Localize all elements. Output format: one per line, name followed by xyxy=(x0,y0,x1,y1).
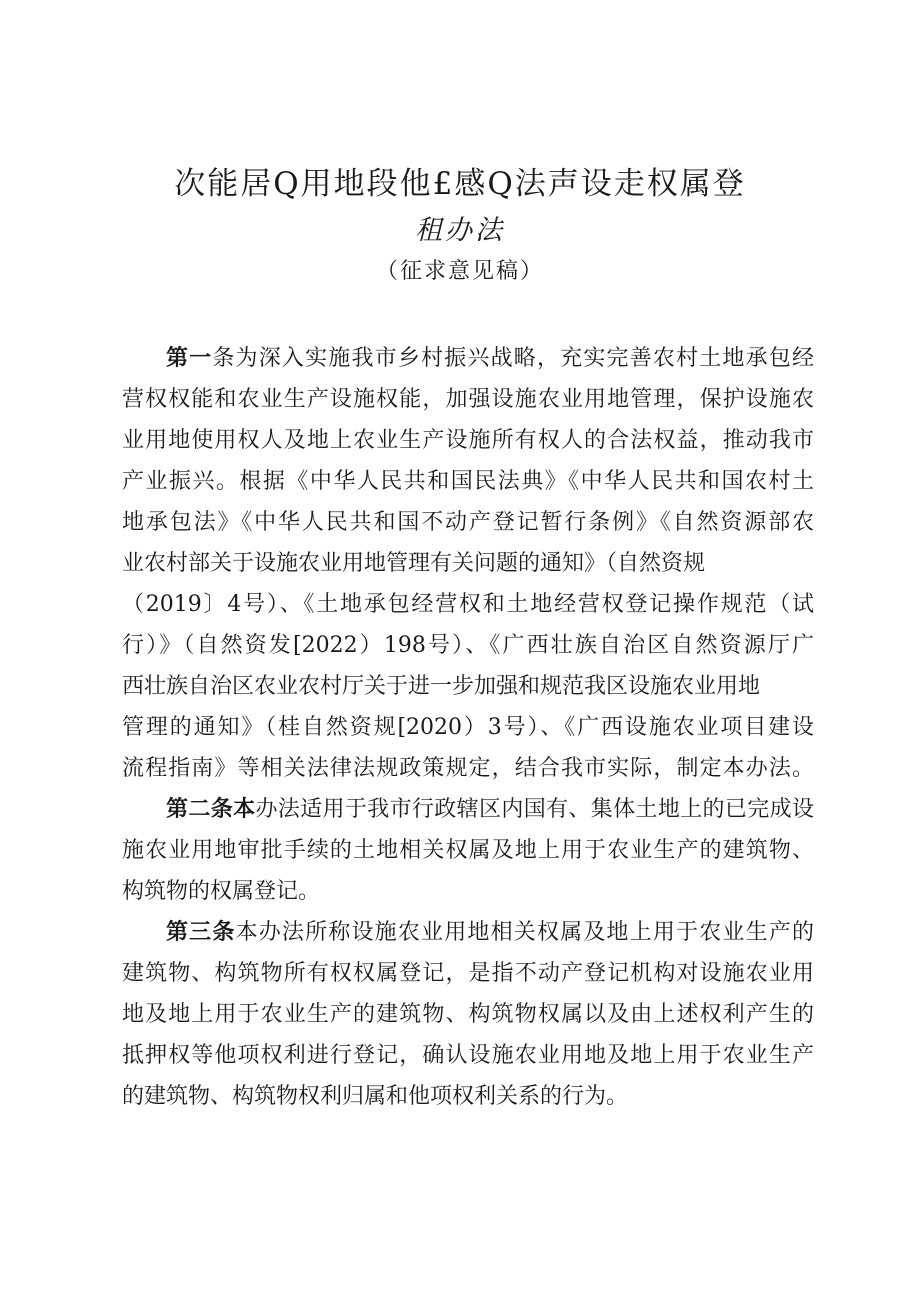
article-1-heading: 第一 xyxy=(166,346,213,371)
article-2-heading: 第二条本 xyxy=(166,797,256,822)
article-1-line: 管理的通知》（桂自然资规[2020）3号）、《广西设施农业项目建设 xyxy=(122,715,814,740)
article-3-heading: 第三条 xyxy=(166,920,236,945)
article-3-line: 建筑物、构筑物所有权权属登记，是指不动产登记机构对设施农业用 xyxy=(122,961,814,986)
article-1-line: 行）》（自然资发[2022）198号）、《广西壮族自治区自然资源厅广 xyxy=(122,633,814,658)
article-2-line: 构筑物的权属登记。 xyxy=(122,879,321,904)
article-3-line: 地及地上用于农业生产的建筑物、构筑物权属以及由上述权利产生的 xyxy=(122,1002,814,1027)
article-3-line: 的建筑物、构筑物权利归属和他项权利关系的行为。 xyxy=(122,1084,629,1109)
article-3-line: 抵押权等他项权利进行登记，确认设施农业用地及地上用于农业生产 xyxy=(122,1043,814,1068)
article-text: 本办法所称设施农业用地相关权属及地上用于农业生产的 xyxy=(235,920,814,945)
article-1-line: （2019〕4号）、《土地承包经营权和土地经营权登记操作规范（试 xyxy=(122,592,814,617)
article-2-line: 施农业用地审批手续的土地相关权属及地上用于农业生产的建筑物、 xyxy=(122,838,814,863)
article-1-line: 西壮族自治区农业农村厅关于进一步加强和规范我区设施农业用地 xyxy=(122,674,761,699)
document-subtitle: （征求意见稿） xyxy=(375,259,544,284)
article-1-line: 营权权能和农业生产设施权能，加强设施农业用地管理，保护设施农 xyxy=(122,387,814,412)
document-body xyxy=(122,338,814,1117)
article-2-line xyxy=(122,789,814,830)
article-1-line: 业农村部关于设施农业用地管理有关问题的通知》（自然资规 xyxy=(122,551,706,576)
article-1-line: 业用地使用权人及地上农业生产设施所有权人的合法权益，推动我市 xyxy=(122,428,814,453)
article-3-line xyxy=(122,912,814,953)
article-text: 办法适用于我市行政辖区内国有、集体土地上的已完成设 xyxy=(255,797,814,822)
article-1-line: 产业振兴。根据《中华人民共和国民法典》《中华人民共和国农村土 xyxy=(122,469,814,494)
article-text: 条为深入实施我市乡村振兴战略，充实完善农村土地承包经 xyxy=(212,346,814,371)
article-1-line xyxy=(122,338,814,379)
article-1-line: 流程指南》等相关法律法规政策规定，结合我市实际，制定本办法。 xyxy=(122,756,814,781)
document-title-line-1: 次能居Q用地段他£感Q法声设走权属登 xyxy=(174,166,746,202)
document-title-line-2: 租办法 xyxy=(415,215,505,246)
article-1-line: 地承包法》《中华人民共和国不动产登记暂行条例》《自然资源部农 xyxy=(122,510,814,535)
